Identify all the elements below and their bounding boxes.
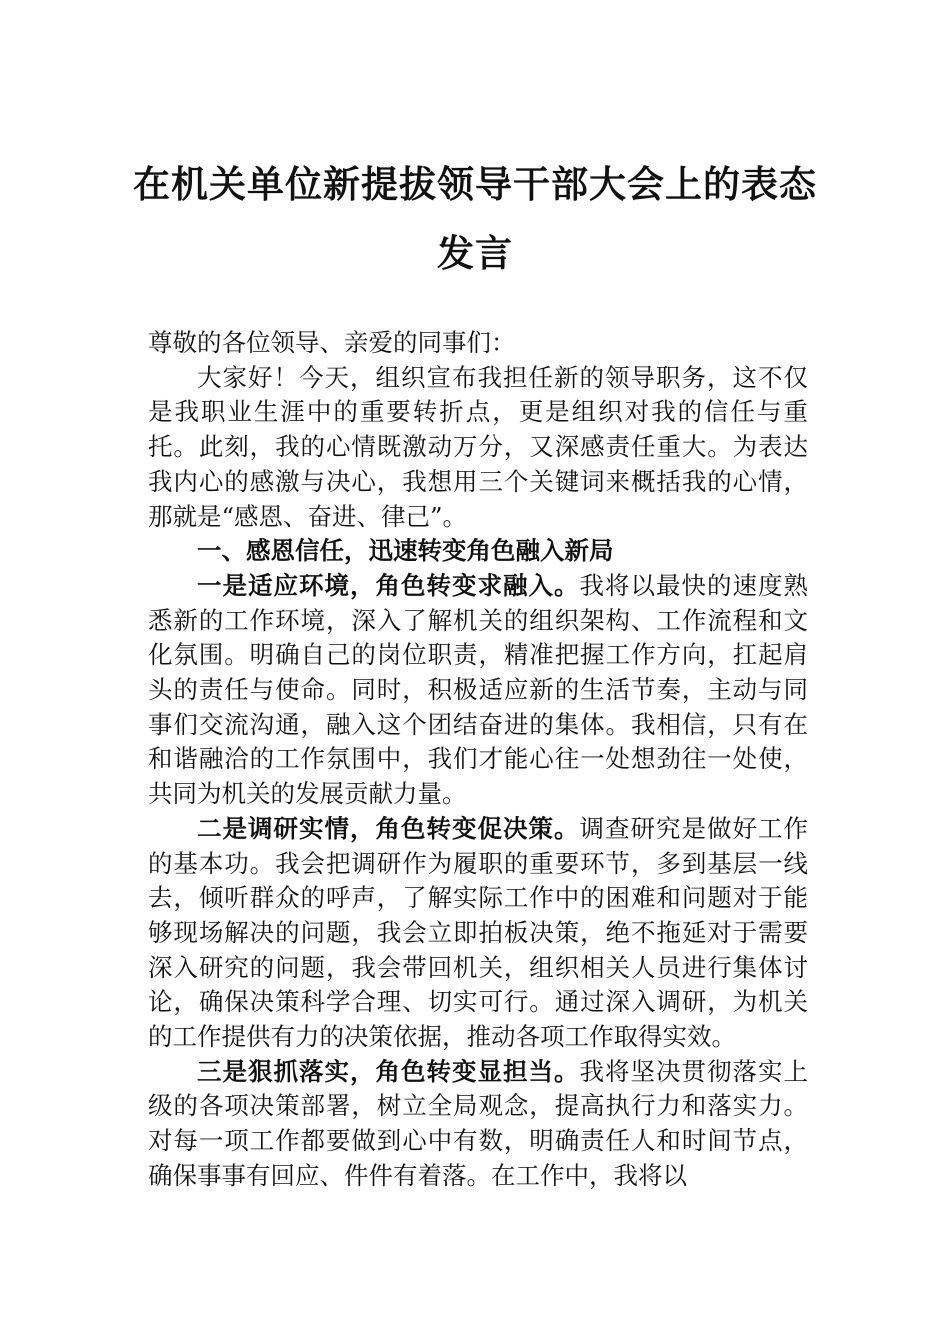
intro-paragraph: 大家好！今天，组织宣布我担任新的领导职务，这不仅是我职业生涯中的重要转折点，更是组织对我的信任与重托。此刻，我的心情既激动万分，又深感责任重大。为表达我内心的感激与决心，我想用三个关键词来概括我的心情，那就是“感恩、奋进、律己”。 — [148, 362, 808, 531]
salutation: 尊敬的各位领导、亲爱的同事们： — [148, 328, 516, 357]
point-1-lead: 一是适应环境，角色转变求融入。 — [197, 570, 580, 600]
point-1-paragraph — [148, 569, 808, 812]
document-body — [148, 326, 808, 1194]
point-3-paragraph — [148, 1055, 808, 1194]
document-title-line-2: 发言 — [437, 231, 513, 275]
point-1-text: 我将以最快的速度熟悉新的工作环境，深入了解机关的组织架构、工作流程和文化氛围。明确自己的岗位职责，精准把握工作方向，扛起肩头的责任与使命。同时，积极适应新的生活节奏，主动与同事们交流沟通，融入这个团结奋进的集体。我相信，只有在和谐融洽的工作氛围中，我们才能心往一处想劲往一处使，共同为机关的发展贡献力量。 — [148, 570, 808, 809]
section-heading-1: 一、感恩信任，迅速转变角色融入新局 — [197, 536, 614, 566]
point-2-lead: 二是调研实情，角色转变促决策。 — [197, 813, 580, 843]
point-2-paragraph — [148, 812, 808, 1055]
point-2-text: 调查研究是做好工作的基本功。我会把调研作为履职的重要环节，多到基层一线去，倾听群众的呼声，了解实际工作中的困难和问题对于能够现场解决的问题，我会立即拍板决策，绝不拖延对于需要深入研究的问题，我会带回机关，组织相关人员进行集体讨论，确保决策科学合理、切实可行。通过深入调研，为机关的工作提供有力的决策依据，推动各项工作取得实效。 — [148, 813, 808, 1052]
point-3-lead: 三是狠抓落实，角色转变显担当。 — [197, 1056, 580, 1086]
point-3-text: 我将坚决贯彻落实上级的各项决策部署，树立全局观念，提高执行力和落实力。对每一项工作都要做到心中有数，明确责任人和时间节点，确保事事有回应、件件有着落。在工作中，我将以 — [148, 1056, 808, 1190]
document-title-line-1: 在机关单位新提拔领导干部大会上的表态 — [133, 162, 817, 206]
